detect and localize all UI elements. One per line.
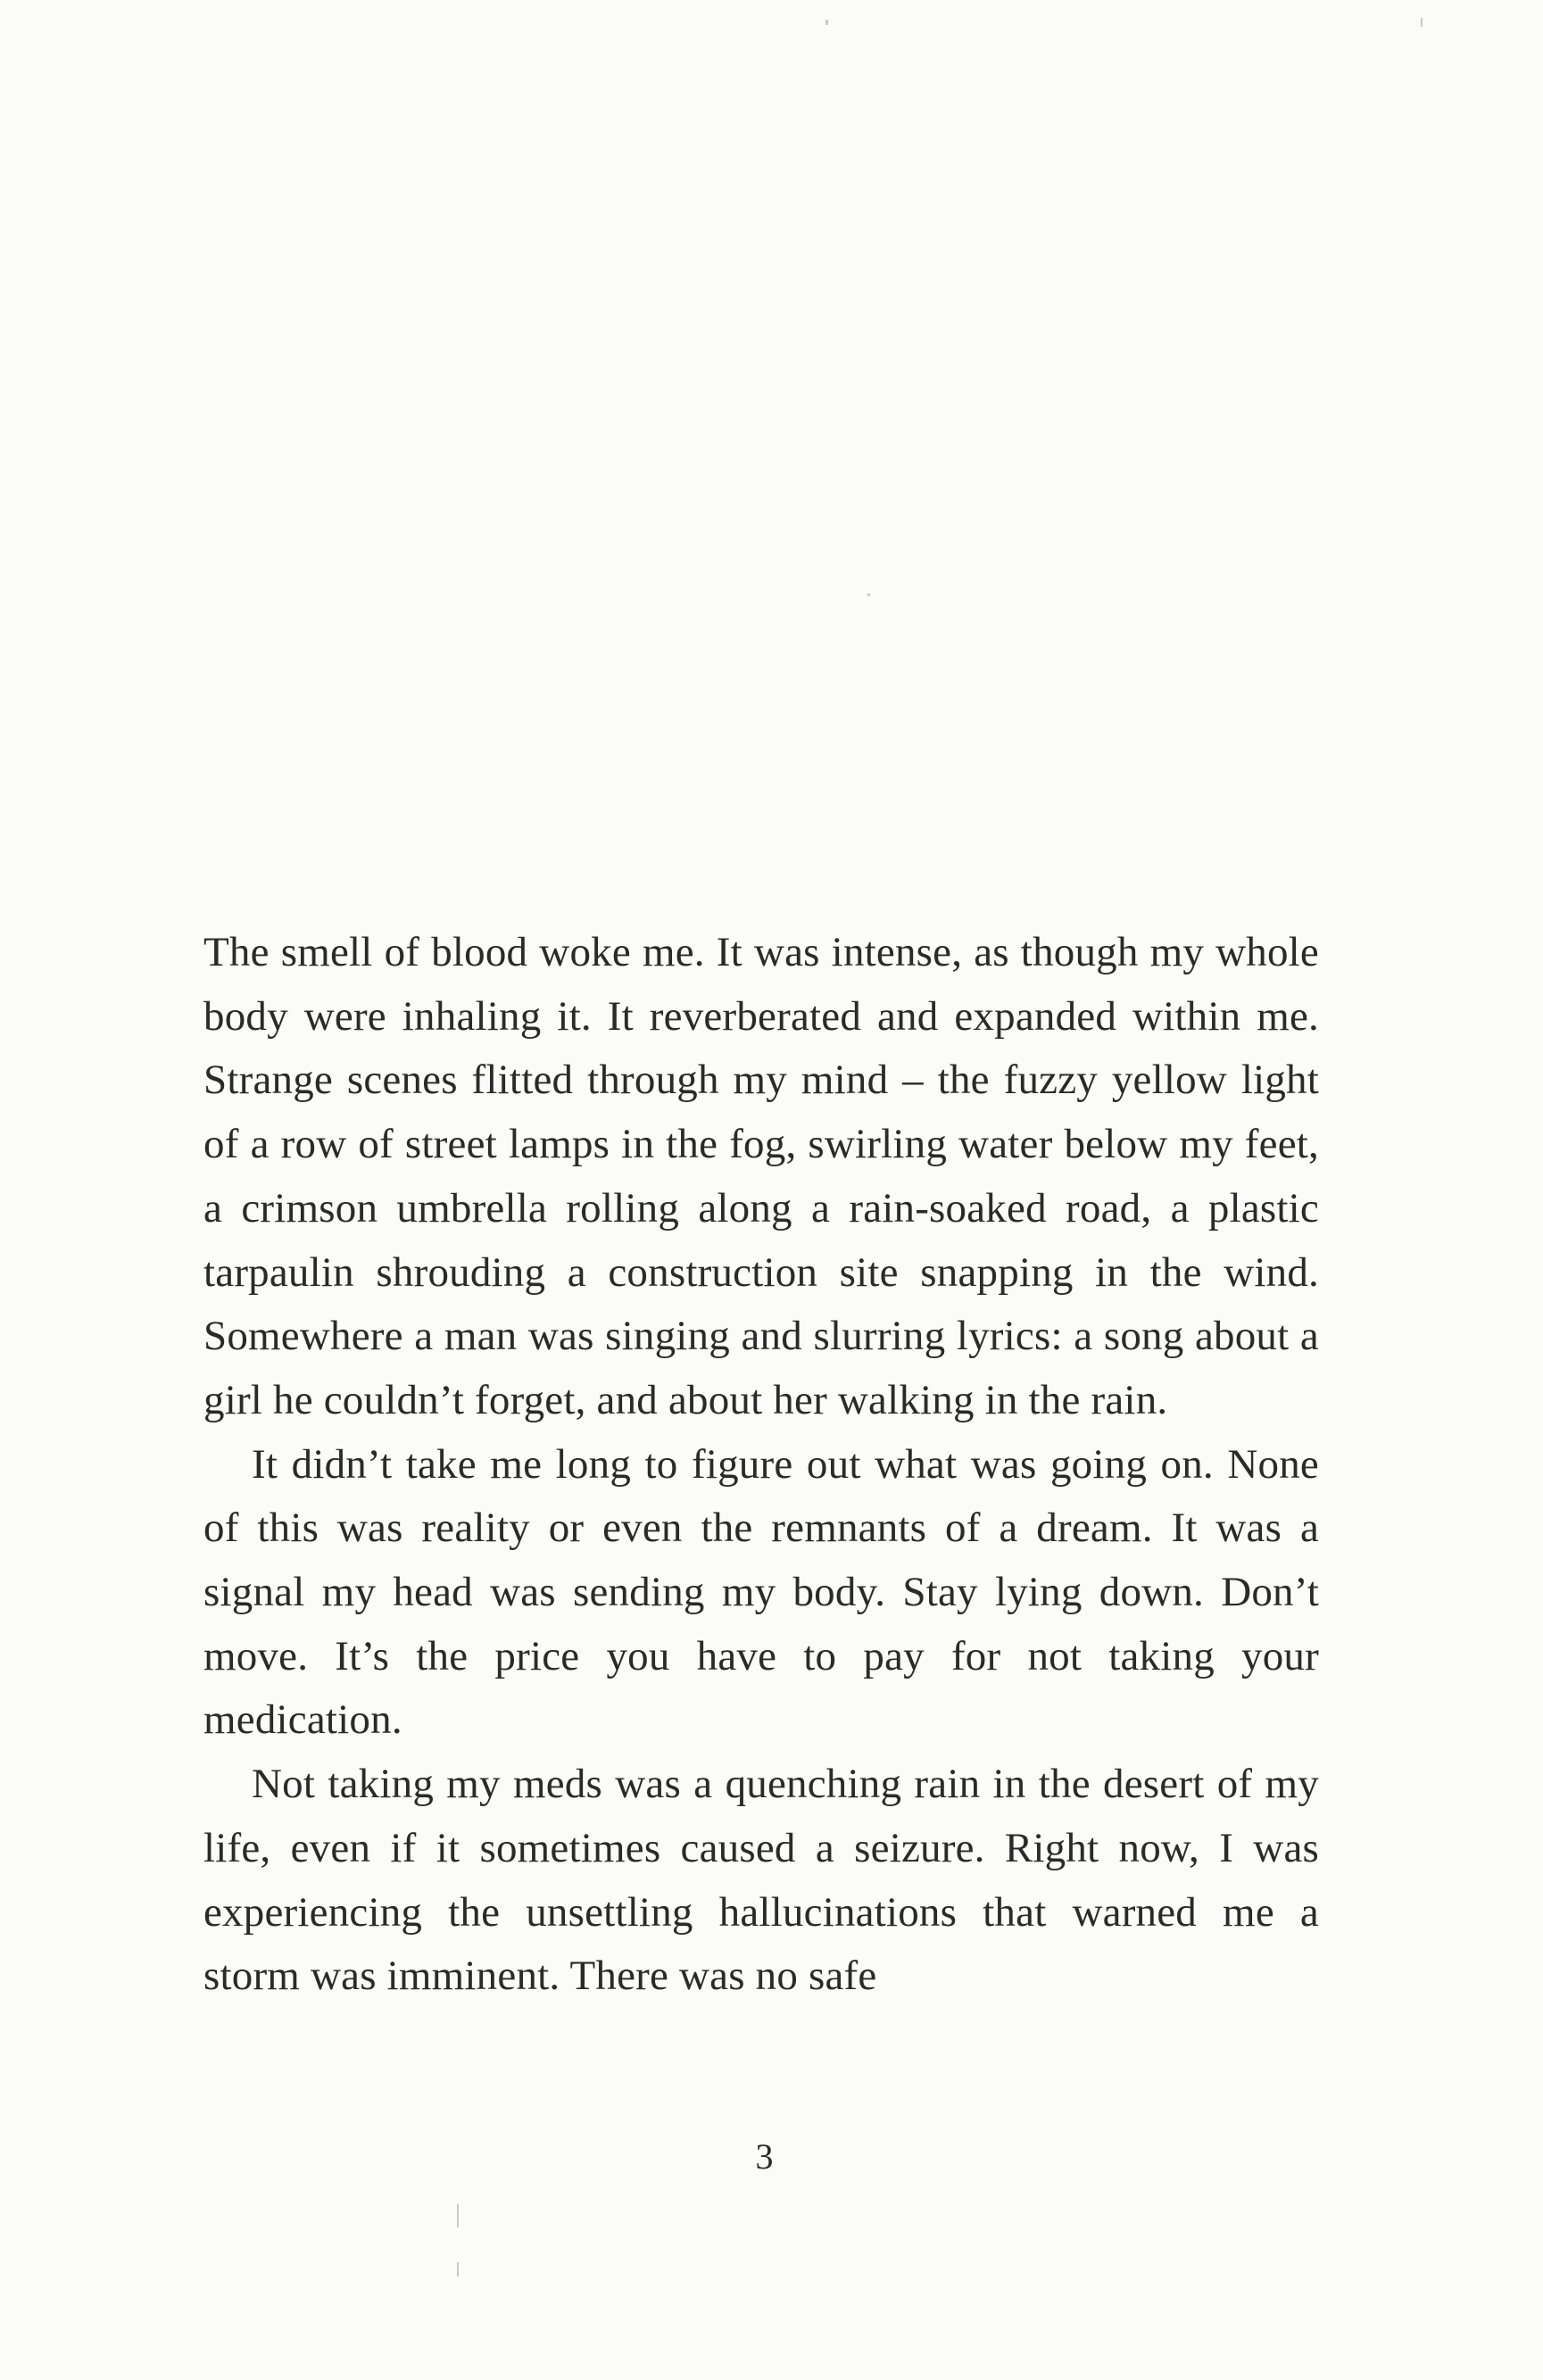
scan-speck — [457, 2204, 459, 2227]
scan-speck — [1421, 18, 1423, 27]
paragraph-2: It didn’t take me long to figure out what was going on. None of this was reality or even the remnants of a dream. It was a signal my head was sending my body. Stay lying down. Don’t move. It’s the price you have to pay for not taking your medication. — [203, 1440, 1319, 1744]
scan-speck — [825, 20, 828, 25]
paragraph-1: The smell of blood woke me. It was intense, as though my whole body were inhaling it. It reverberated and expanded within me. Strange scenes flitted through my mind – the fuzzy yellow light of a row of street lamps in the fog, swirling water below my feet, a crimson umbrella rolling along a rain-soaked road, a plastic tarpaulin shrouding a construction site snapping in the wind. Somewhere a man was singing and slurring lyrics: a song about a girl he couldn’t forget, and about her walking in the rain. — [203, 929, 1319, 1423]
body-text — [203, 921, 1319, 2009]
scan-speck — [867, 593, 870, 596]
page-number: 3 — [755, 2136, 774, 2177]
scan-speck — [457, 2262, 459, 2276]
paragraph-3: Not taking my meds was a quenching rain in the desert of my life, even if it sometimes caused a seizure. Right now, I was experiencing the unsettling hallucinations that warned me a storm was imminent. There was no safe — [203, 1761, 1319, 2000]
